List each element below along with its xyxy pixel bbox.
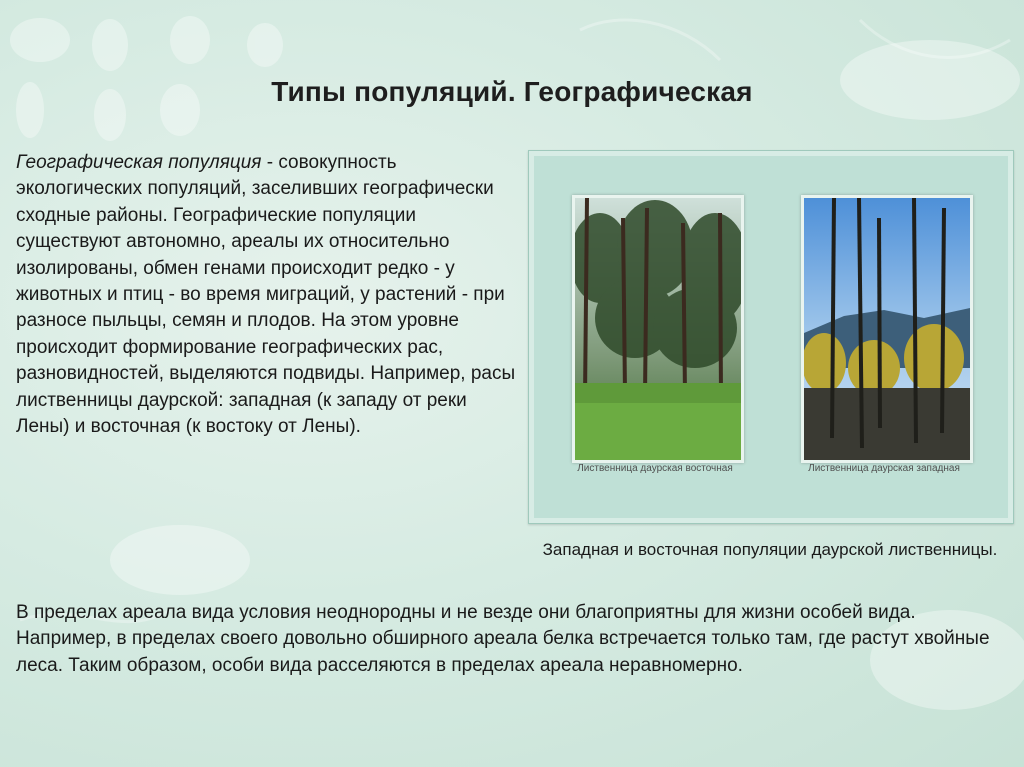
east-larch-photo [572, 195, 744, 463]
slide-title: Типы популяций. Географическая [271, 76, 753, 107]
bottom-paragraph: В пределах ареала вида условия неоднородны и не везде они благоприятны для жизни особей вида. Например, в пределах своего довольно обширного ареала белка встречается только там, где растут хвойные леса. Таким образом, особи вида расселяются в пределах ареала неравномерно. [16, 602, 990, 676]
west-photo-caption: Лиственница даурская западная [808, 463, 960, 474]
east-photo-caption: Лиственница даурская восточная [577, 463, 733, 474]
photo-panel [528, 150, 1014, 524]
term-geographic-population: Географическая популяция [16, 152, 262, 173]
main-paragraph [16, 150, 516, 440]
west-larch-photo [801, 195, 973, 463]
figure-caption: Западная и восточная популяции даурской лиственницы. [542, 540, 998, 559]
main-paragraph-body: - совокупность экологических популяций, заселивших географически сходные районы. Географические популяции существуют автономно, ареалы их относительно изолированы, обмен генами происходит редко - у животных и птиц - во время миграций, у растений - при разносе пыльцы, семян и плодов. На этом уровне происходит формирование географических рас, разновидностей, выделяются подвиды. Например, расы лиственницы даурской: западная (к западу от реки Лены) и восточная (к востоку от Лены). [16, 152, 516, 438]
